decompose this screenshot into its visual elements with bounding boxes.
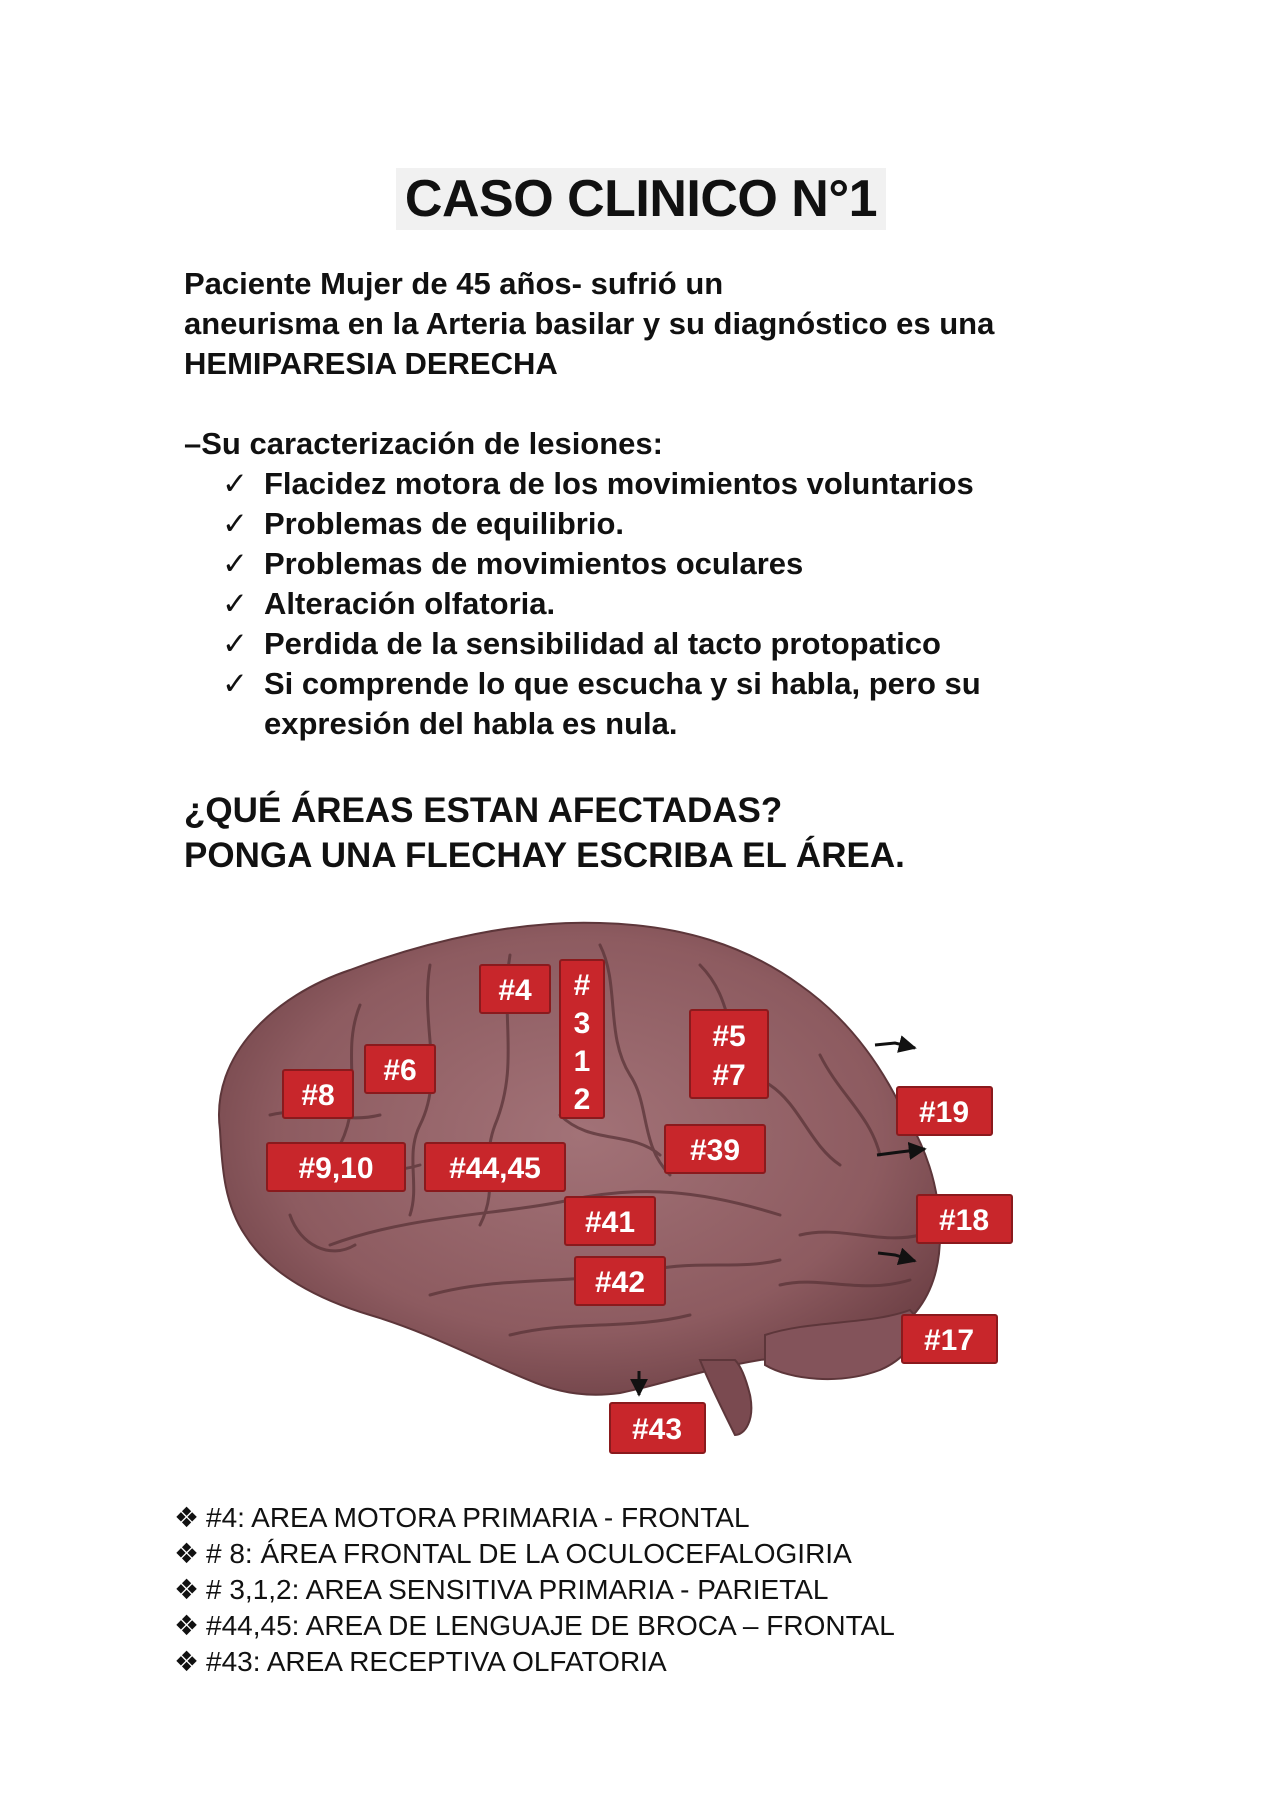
lesion-item (222, 624, 1122, 664)
case-line: HEMIPARESIA DERECHA (184, 346, 558, 381)
tag-42-label: #42 (594, 1266, 646, 1299)
diamond-bullet-icon: ❖ (174, 1610, 200, 1641)
lesions-list (222, 464, 1122, 744)
answer-item (174, 1608, 895, 1644)
lesion-item (222, 464, 1122, 504)
lesion-text: Si comprende lo que escucha y si habla, pero su expresión del habla es nula. (264, 666, 981, 741)
tag-4-label: #4 (498, 974, 532, 1007)
tag-8-label: #8 (301, 1079, 335, 1112)
check-icon: ✓ (222, 586, 248, 621)
answer-text: #44,45: AREA DE LENGUAJE DE BROCA – FRONTAL (206, 1610, 895, 1641)
tag-39-label: #39 (689, 1134, 741, 1167)
answer-item (174, 1536, 895, 1572)
check-icon: ✓ (222, 666, 248, 701)
tag-312-label: 1 (573, 1045, 591, 1078)
brain-diagram (180, 915, 1040, 1470)
tag-19-label: #19 (918, 1096, 970, 1129)
lesion-text: Flacidez motora de los movimientos voluntarios (264, 466, 974, 501)
answer-item (174, 1572, 895, 1608)
tag-43-label: #43 (631, 1413, 683, 1446)
lesion-text: Perdida de la sensibilidad al tacto protopatico (264, 626, 941, 661)
answer-text: # 8: ÁREA FRONTAL DE LA OCULOCEFALOGIRIA (206, 1538, 852, 1569)
lesion-item (222, 664, 1122, 744)
lesion-item (222, 584, 1122, 624)
question-line: PONGA UNA FLECHAY ESCRIBA EL ÁREA. (184, 836, 905, 875)
tag-6-label: #6 (383, 1054, 417, 1087)
check-icon: ✓ (222, 626, 248, 661)
diamond-bullet-icon: ❖ (174, 1538, 200, 1569)
diamond-bullet-icon: ❖ (174, 1502, 200, 1533)
lesion-item (222, 504, 1122, 544)
question-heading (184, 788, 1144, 878)
check-icon: ✓ (222, 546, 248, 581)
answers-list (174, 1500, 895, 1680)
check-icon: ✓ (222, 506, 248, 541)
tag-9-10-label: #9,10 (298, 1152, 374, 1185)
answer-text: # 3,1,2: AREA SENSITIVA PRIMARIA - PARIETAL (206, 1574, 829, 1605)
lesion-text: Problemas de movimientos oculares (264, 546, 804, 581)
tag-5-label: #5 (712, 1020, 746, 1053)
diamond-bullet-icon: ❖ (174, 1646, 200, 1677)
arrow-19 (875, 1043, 915, 1048)
check-icon: ✓ (222, 466, 248, 501)
tag-44-45-label: #44,45 (449, 1152, 541, 1185)
lesions-heading: –Su caracterización de lesiones: (184, 426, 663, 461)
case-line: Paciente Mujer de 45 años- sufrió un (184, 266, 724, 301)
tag-7-label: #7 (712, 1059, 746, 1092)
tag-41-label: #41 (584, 1206, 636, 1239)
tag-18-label: #18 (938, 1204, 990, 1237)
answer-item (174, 1500, 895, 1536)
tag-312-label: 3 (573, 1007, 591, 1040)
tag-312-label: 2 (573, 1083, 591, 1116)
lesion-text: Alteración olfatoria. (264, 586, 556, 621)
case-description (184, 264, 1124, 384)
brain-stem (700, 1360, 751, 1435)
lesion-item (222, 544, 1122, 584)
lesion-text: Problemas de equilibrio. (264, 506, 625, 541)
tag-17-label: #17 (923, 1324, 975, 1357)
diamond-bullet-icon: ❖ (174, 1574, 200, 1605)
page-title: CASO CLINICO N°1 (396, 168, 886, 230)
answer-text: #43: AREA RECEPTIVA OLFATORIA (206, 1646, 667, 1677)
case-line: aneurisma en la Arteria basilar y su diagnóstico es una (184, 306, 995, 341)
answer-item (174, 1644, 895, 1680)
answer-text: #4: AREA MOTORA PRIMARIA - FRONTAL (206, 1502, 750, 1533)
question-line: ¿QUÉ ÁREAS ESTAN AFECTADAS? (184, 791, 783, 830)
tag-312-label: # (573, 969, 591, 1002)
